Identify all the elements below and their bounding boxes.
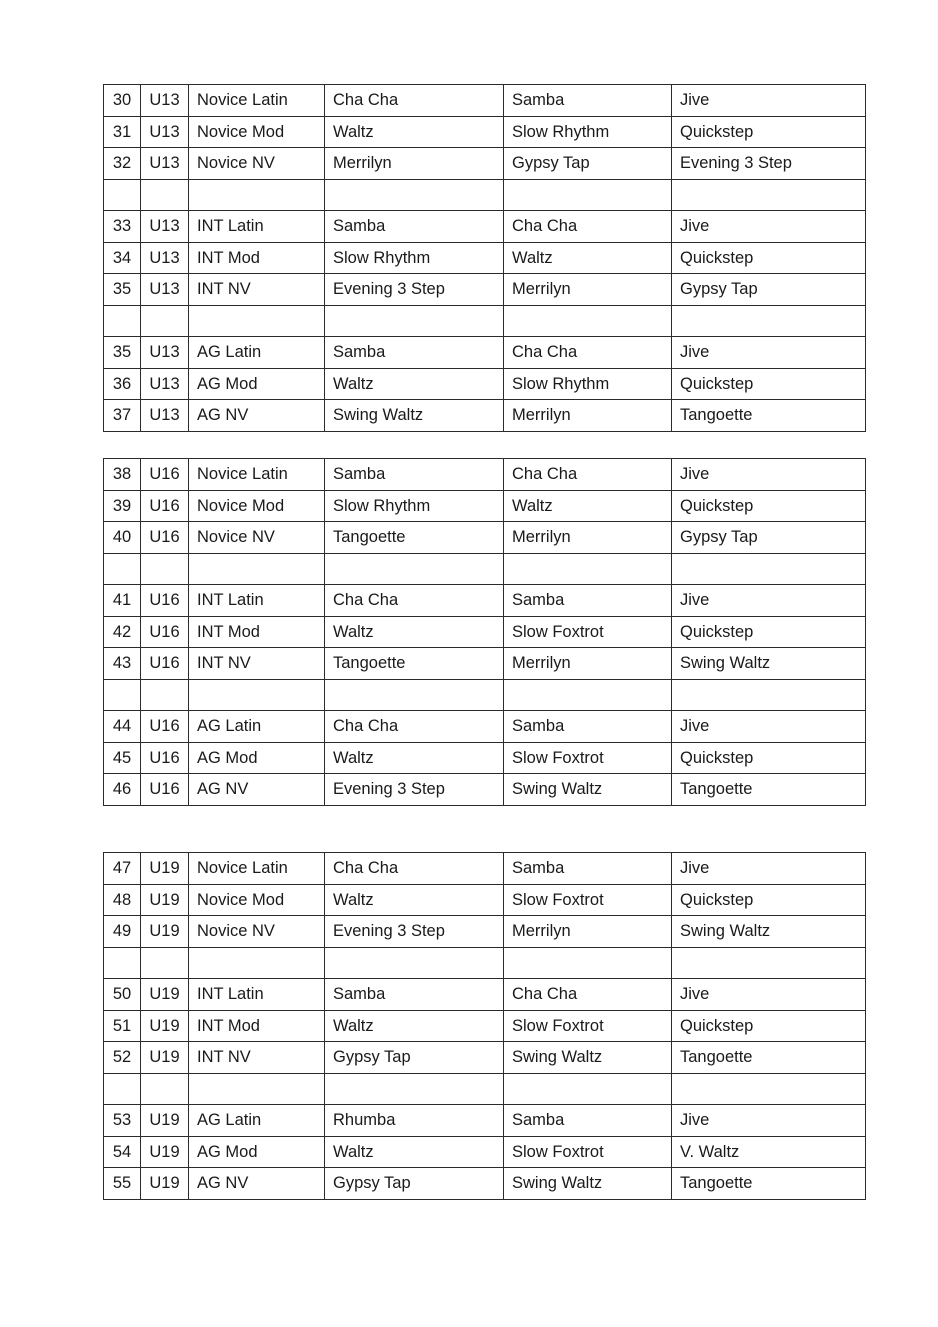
section-cell: INT Latin <box>189 585 325 617</box>
dance-1-cell: Slow Rhythm <box>325 490 504 522</box>
dance-3-cell: Jive <box>672 459 866 491</box>
event-number-cell: 49 <box>104 916 141 948</box>
dance-1-cell: Slow Rhythm <box>325 242 504 274</box>
table-row <box>104 1010 866 1042</box>
event-number-cell: 43 <box>104 648 141 680</box>
dance-2-cell: Waltz <box>504 490 672 522</box>
table-row <box>104 522 866 554</box>
table-row <box>104 853 866 885</box>
age-group-cell: U16 <box>141 585 189 617</box>
dance-2-cell: Slow Rhythm <box>504 368 672 400</box>
section-cell: Novice Latin <box>189 853 325 885</box>
dance-1-cell: Gypsy Tap <box>325 1042 504 1074</box>
table-row <box>104 85 866 117</box>
dance-3-cell: Jive <box>672 1105 866 1137</box>
dance-2-cell <box>504 553 672 585</box>
section-cell: Novice NV <box>189 916 325 948</box>
age-group-cell: U16 <box>141 774 189 806</box>
age-group-cell: U13 <box>141 337 189 369</box>
dance-3-cell <box>672 553 866 585</box>
section-cell: Novice NV <box>189 522 325 554</box>
event-number-cell: 31 <box>104 116 141 148</box>
table-row <box>104 148 866 180</box>
table-row <box>104 916 866 948</box>
dance-1-cell: Merrilyn <box>325 148 504 180</box>
dance-2-cell: Merrilyn <box>504 400 672 432</box>
dance-2-cell: Cha Cha <box>504 979 672 1011</box>
event-number-cell: 54 <box>104 1136 141 1168</box>
section-cell: AG Latin <box>189 711 325 743</box>
event-number-cell: 33 <box>104 211 141 243</box>
event-number-cell: 34 <box>104 242 141 274</box>
age-group-cell <box>141 179 189 211</box>
table-row <box>104 616 866 648</box>
dance-3-cell: Quickstep <box>672 242 866 274</box>
section-cell: INT Mod <box>189 616 325 648</box>
dance-1-cell: Waltz <box>325 1136 504 1168</box>
dance-2-cell: Samba <box>504 85 672 117</box>
dance-3-cell: Jive <box>672 85 866 117</box>
dance-2-cell: Merrilyn <box>504 916 672 948</box>
dance-1-cell <box>325 679 504 711</box>
age-group-cell: U16 <box>141 711 189 743</box>
dance-2-cell: Slow Foxtrot <box>504 1136 672 1168</box>
table-row <box>104 459 866 491</box>
dance-1-cell: Gypsy Tap <box>325 1168 504 1200</box>
dance-1-cell: Tangoette <box>325 522 504 554</box>
table-row <box>104 274 866 306</box>
dance-3-cell: Quickstep <box>672 368 866 400</box>
section-cell <box>189 553 325 585</box>
spacer-row <box>104 179 866 211</box>
age-group-cell <box>141 553 189 585</box>
dance-1-cell: Waltz <box>325 116 504 148</box>
dance-3-cell <box>672 305 866 337</box>
dance-1-cell: Samba <box>325 979 504 1011</box>
dance-3-cell: Evening 3 Step <box>672 148 866 180</box>
dance-2-cell: Merrilyn <box>504 274 672 306</box>
table-row <box>104 1168 866 1200</box>
dance-1-cell: Waltz <box>325 742 504 774</box>
age-group-cell: U13 <box>141 242 189 274</box>
dance-2-cell: Slow Foxtrot <box>504 742 672 774</box>
table-row <box>104 742 866 774</box>
dance-1-cell: Tangoette <box>325 648 504 680</box>
dance-2-cell: Slow Foxtrot <box>504 616 672 648</box>
dance-2-cell <box>504 179 672 211</box>
section-cell: Novice Mod <box>189 490 325 522</box>
event-number-cell: 36 <box>104 368 141 400</box>
section-cell: AG NV <box>189 774 325 806</box>
section-cell: Novice Mod <box>189 884 325 916</box>
event-number-cell: 48 <box>104 884 141 916</box>
event-number-cell <box>104 305 141 337</box>
section-cell: INT NV <box>189 648 325 680</box>
dance-3-cell: Quickstep <box>672 884 866 916</box>
dance-1-cell <box>325 553 504 585</box>
dance-2-cell: Slow Rhythm <box>504 116 672 148</box>
age-group-cell: U13 <box>141 85 189 117</box>
table-row <box>104 884 866 916</box>
dance-1-cell <box>325 1073 504 1105</box>
dance-1-cell: Cha Cha <box>325 853 504 885</box>
section-cell <box>189 1073 325 1105</box>
dance-1-cell: Waltz <box>325 884 504 916</box>
age-group-cell: U19 <box>141 1010 189 1042</box>
dance-2-cell <box>504 305 672 337</box>
dance-3-cell: Gypsy Tap <box>672 274 866 306</box>
section-cell <box>189 179 325 211</box>
event-number-cell: 32 <box>104 148 141 180</box>
event-number-cell: 30 <box>104 85 141 117</box>
table-row <box>104 1136 866 1168</box>
dance-1-cell: Cha Cha <box>325 711 504 743</box>
age-group-cell <box>141 947 189 979</box>
dance-2-cell: Merrilyn <box>504 522 672 554</box>
schedule-table-u19 <box>103 852 866 1200</box>
event-number-cell: 35 <box>104 274 141 306</box>
dance-1-cell: Swing Waltz <box>325 400 504 432</box>
table-row <box>104 1105 866 1137</box>
dance-3-cell: V. Waltz <box>672 1136 866 1168</box>
dance-2-cell: Slow Foxtrot <box>504 1010 672 1042</box>
age-group-cell: U13 <box>141 148 189 180</box>
section-cell: AG Mod <box>189 368 325 400</box>
dance-2-cell <box>504 1073 672 1105</box>
section-cell <box>189 305 325 337</box>
dance-2-cell: Slow Foxtrot <box>504 884 672 916</box>
table-row <box>104 337 866 369</box>
age-group-cell <box>141 679 189 711</box>
section-cell: AG Mod <box>189 742 325 774</box>
event-number-cell: 50 <box>104 979 141 1011</box>
age-group-cell: U16 <box>141 490 189 522</box>
section-cell: AG NV <box>189 1168 325 1200</box>
dance-1-cell: Waltz <box>325 1010 504 1042</box>
section-cell: INT Mod <box>189 1010 325 1042</box>
section-cell: Novice Latin <box>189 85 325 117</box>
dance-3-cell: Tangoette <box>672 774 866 806</box>
section-cell: Novice NV <box>189 148 325 180</box>
event-number-cell: 53 <box>104 1105 141 1137</box>
dance-3-cell: Quickstep <box>672 490 866 522</box>
table-row <box>104 211 866 243</box>
event-number-cell <box>104 947 141 979</box>
spacer-row <box>104 1073 866 1105</box>
age-group-cell: U19 <box>141 916 189 948</box>
age-group-cell: U19 <box>141 979 189 1011</box>
event-number-cell: 44 <box>104 711 141 743</box>
dance-1-cell: Cha Cha <box>325 585 504 617</box>
section-cell: AG Latin <box>189 337 325 369</box>
age-group-cell: U13 <box>141 368 189 400</box>
dance-3-cell: Jive <box>672 337 866 369</box>
dance-1-cell: Evening 3 Step <box>325 274 504 306</box>
dance-1-cell: Waltz <box>325 616 504 648</box>
event-number-cell: 40 <box>104 522 141 554</box>
dance-3-cell: Gypsy Tap <box>672 522 866 554</box>
dance-3-cell: Jive <box>672 711 866 743</box>
section-cell: AG NV <box>189 400 325 432</box>
dance-3-cell <box>672 1073 866 1105</box>
dance-3-cell: Tangoette <box>672 1168 866 1200</box>
event-number-cell: 45 <box>104 742 141 774</box>
dance-1-cell <box>325 305 504 337</box>
dance-3-cell: Jive <box>672 979 866 1011</box>
dance-2-cell: Cha Cha <box>504 337 672 369</box>
dance-2-cell: Gypsy Tap <box>504 148 672 180</box>
table-row <box>104 400 866 432</box>
section-cell: INT NV <box>189 274 325 306</box>
dance-2-cell: Samba <box>504 711 672 743</box>
dance-3-cell: Swing Waltz <box>672 648 866 680</box>
schedule-table-u16 <box>103 458 866 806</box>
age-group-cell <box>141 1073 189 1105</box>
table-row <box>104 585 866 617</box>
table-row <box>104 116 866 148</box>
dance-2-cell <box>504 679 672 711</box>
dance-3-cell <box>672 947 866 979</box>
event-number-cell: 51 <box>104 1010 141 1042</box>
event-number-cell: 46 <box>104 774 141 806</box>
event-number-cell <box>104 553 141 585</box>
section-cell: INT NV <box>189 1042 325 1074</box>
event-number-cell: 47 <box>104 853 141 885</box>
table-row <box>104 648 866 680</box>
dance-3-cell <box>672 679 866 711</box>
table-row <box>104 774 866 806</box>
dance-2-cell: Samba <box>504 585 672 617</box>
dance-2-cell: Merrilyn <box>504 648 672 680</box>
dance-1-cell: Waltz <box>325 368 504 400</box>
dance-3-cell: Tangoette <box>672 1042 866 1074</box>
event-number-cell <box>104 179 141 211</box>
table-row <box>104 711 866 743</box>
event-number-cell: 52 <box>104 1042 141 1074</box>
age-group-cell: U13 <box>141 211 189 243</box>
age-group-cell: U13 <box>141 400 189 432</box>
dance-2-cell: Swing Waltz <box>504 774 672 806</box>
schedule-table-u13 <box>103 84 866 432</box>
event-number-cell: 37 <box>104 400 141 432</box>
dance-1-cell <box>325 947 504 979</box>
table-row <box>104 979 866 1011</box>
dance-1-cell: Samba <box>325 211 504 243</box>
table-row <box>104 242 866 274</box>
dance-2-cell: Swing Waltz <box>504 1168 672 1200</box>
table-row <box>104 490 866 522</box>
dance-3-cell: Quickstep <box>672 116 866 148</box>
age-group-cell: U19 <box>141 853 189 885</box>
age-group-cell: U16 <box>141 648 189 680</box>
dance-3-cell: Jive <box>672 211 866 243</box>
dance-3-cell: Tangoette <box>672 400 866 432</box>
event-number-cell <box>104 1073 141 1105</box>
section-cell: Novice Latin <box>189 459 325 491</box>
dance-3-cell: Jive <box>672 585 866 617</box>
age-group-cell: U16 <box>141 616 189 648</box>
section-cell: INT Mod <box>189 242 325 274</box>
section-cell: AG Latin <box>189 1105 325 1137</box>
section-cell <box>189 679 325 711</box>
dance-1-cell: Rhumba <box>325 1105 504 1137</box>
dance-2-cell: Samba <box>504 1105 672 1137</box>
dance-3-cell: Quickstep <box>672 742 866 774</box>
section-cell: INT Latin <box>189 979 325 1011</box>
age-group-cell: U13 <box>141 274 189 306</box>
event-number-cell: 35 <box>104 337 141 369</box>
spacer-row <box>104 553 866 585</box>
dance-3-cell: Swing Waltz <box>672 916 866 948</box>
event-number-cell: 55 <box>104 1168 141 1200</box>
table-row <box>104 1042 866 1074</box>
age-group-cell: U13 <box>141 116 189 148</box>
dance-3-cell: Jive <box>672 853 866 885</box>
dance-2-cell: Cha Cha <box>504 459 672 491</box>
dance-3-cell: Quickstep <box>672 1010 866 1042</box>
spacer-row <box>104 305 866 337</box>
age-group-cell: U16 <box>141 459 189 491</box>
section-cell <box>189 947 325 979</box>
dance-1-cell: Samba <box>325 459 504 491</box>
dance-2-cell: Cha Cha <box>504 211 672 243</box>
age-group-cell <box>141 305 189 337</box>
event-number-cell: 41 <box>104 585 141 617</box>
section-cell: Novice Mod <box>189 116 325 148</box>
dance-2-cell: Samba <box>504 853 672 885</box>
dance-2-cell <box>504 947 672 979</box>
age-group-cell: U19 <box>141 884 189 916</box>
age-group-cell: U19 <box>141 1168 189 1200</box>
section-cell: INT Latin <box>189 211 325 243</box>
age-group-cell: U19 <box>141 1105 189 1137</box>
age-group-cell: U19 <box>141 1136 189 1168</box>
event-number-cell: 39 <box>104 490 141 522</box>
dance-2-cell: Waltz <box>504 242 672 274</box>
spacer-row <box>104 947 866 979</box>
dance-1-cell: Cha Cha <box>325 85 504 117</box>
dance-1-cell: Evening 3 Step <box>325 774 504 806</box>
dance-3-cell <box>672 179 866 211</box>
table-row <box>104 368 866 400</box>
event-number-cell <box>104 679 141 711</box>
age-group-cell: U16 <box>141 742 189 774</box>
dance-3-cell: Quickstep <box>672 616 866 648</box>
age-group-cell: U16 <box>141 522 189 554</box>
dance-1-cell: Samba <box>325 337 504 369</box>
event-number-cell: 38 <box>104 459 141 491</box>
age-group-cell: U19 <box>141 1042 189 1074</box>
event-number-cell: 42 <box>104 616 141 648</box>
spacer-row <box>104 679 866 711</box>
dance-2-cell: Swing Waltz <box>504 1042 672 1074</box>
section-cell: AG Mod <box>189 1136 325 1168</box>
dance-1-cell: Evening 3 Step <box>325 916 504 948</box>
dance-1-cell <box>325 179 504 211</box>
